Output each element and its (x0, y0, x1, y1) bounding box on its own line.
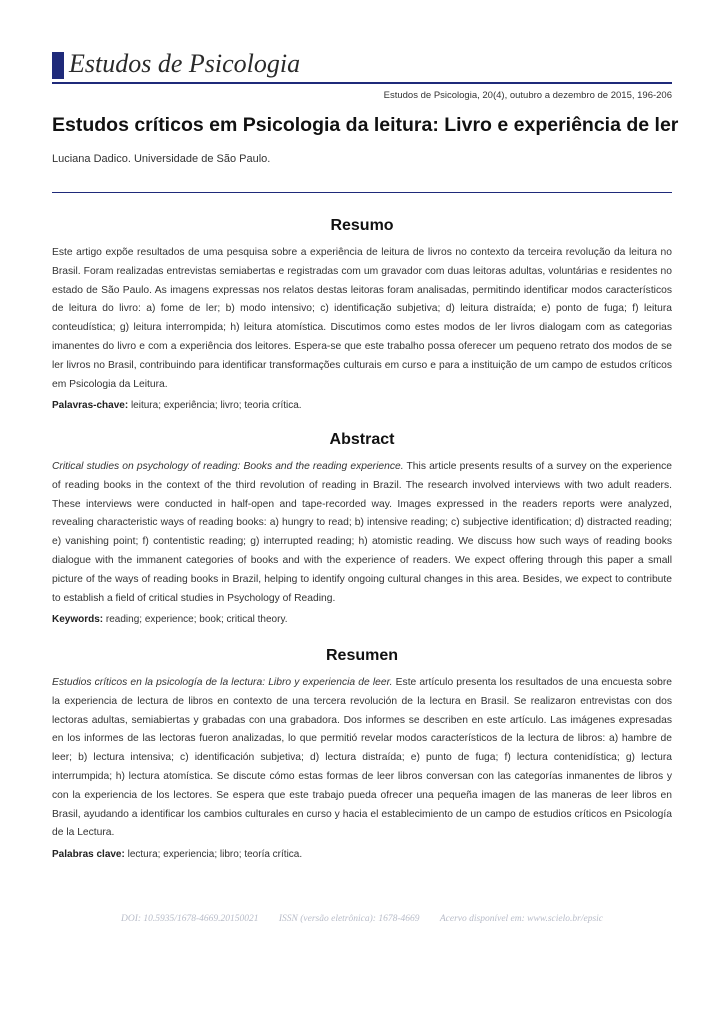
journal-name: Estudos de Psicologia (69, 49, 301, 78)
journal-logo-bar (52, 52, 64, 79)
journal-citation: Estudos de Psicologia, 20(4), outubro a dezembro de 2015, 196-206 (383, 90, 672, 101)
journal-header (52, 49, 672, 84)
footer-doi: DOI: 10.5935/1678-4669.20150021 (121, 914, 259, 924)
article-title: Estudos críticos em Psicologia da leitura: Livro e experiência de ler (52, 114, 679, 136)
resumo-keywords (52, 398, 672, 414)
resumen-keywords-label: Palabras clave: (52, 849, 125, 861)
resumen-body: Este artículo presenta los resultados de una encuesta sobre la experiencia de lectura de libros en contexto de una tercera revolución de la lectura en Brasil. Se realizaron entrevistas con dos lectoras adultas, semiabiertas y grabadas con una grabadora. Dos informes se describen en este artículo. Las imágenes expresadas en los informes de las lectoras fueron analizadas, lo que permitió revelar modos característicos de la lectura de libros: a) hambre de leer; b) lectura intensiva; c) identificación subjetiva; d) lectura distraída; e) punto de fuga; f) lectura contenidística; g) lectura interrumpida; h) lectura atomística. Se discute cómo estas formas de leer libros conversan con las categorías inmanentes de libros y con la experiencia de los lectores. Se espera que este trabajo pueda ofrecer una pequeña imagen de las maneras de leer libros en Brasil, ayudando a identificar los cambios culturales en curso y hacia el establecimiento de un campo de estudios críticos en Psicología de la Lectura. (52, 677, 672, 839)
resumo-section (52, 217, 672, 414)
abstract-section (52, 431, 672, 628)
resumen-keywords (52, 847, 672, 863)
resumo-body: Este artigo expõe resultados de uma pesquisa sobre a experiência de leitura de livros no contexto da terceira revolução da leitura no Brasil. Foram realizadas entrevistas semiabertas e registradas com um gravador com duas leitoras adultas, voluntárias e residentes no estado de São Paulo. As imagens expressas nos relatos destas leitoras foram analisadas, permitindo identificar modos característicos de leitura do livro: a) fome de ler; b) modo intensivo; c) identificação subjetiva; d) leitura distraída; e) ponto de fuga; f) leitura conteudística; g) leitura interrompida; h) leitura atomística. Discutimos como estes modos de ler livros dialogam com as categorias imanentes do livro e com a experiência dos leitores. Espera-se que este trabalho possa oferecer um pequeno retrato dos modos de se ler livros no Brasil, contribuindo para identificar transformações culturais em curso e para a instituição de um campo de estudos críticos em Psicologia da Leitura. (52, 247, 672, 390)
abstract-keywords-text: reading; experience; book; critical theory. (105, 614, 288, 626)
abstract-keywords (52, 612, 672, 628)
resumen-lead: Estudios críticos en la psicología de la lectura: Libro y experiencia de leer. (52, 677, 393, 688)
page-footer (52, 914, 672, 924)
header-divider (52, 192, 672, 193)
abstract-paragraph (52, 458, 672, 608)
abstract-heading: Abstract (329, 431, 395, 448)
article-author: Luciana Dadico. Universidade de São Paulo. (52, 153, 271, 165)
resumo-heading: Resumo (330, 217, 394, 234)
journal-header-rule (52, 82, 672, 84)
resumo-keywords-text: leitura; experiência; livro; teoria crítica. (130, 400, 302, 412)
footer-issn: ISSN (versão eletrônica): 1678-4669 (278, 914, 420, 924)
resumen-heading: Resumen (325, 647, 399, 664)
abstract-keywords-label: Keywords: (52, 614, 104, 626)
footer-access: Acervo disponível em: www.scielo.br/epsic (439, 914, 603, 924)
resumen-section (52, 647, 672, 863)
resumen-paragraph (52, 674, 672, 843)
resumen-keywords-text: lectura; experiencia; libro; teoría crítica. (127, 849, 303, 861)
abstract-body: This article presents results of a survey on the experience of reading books in the context of the third revolution of reading in Brazil. The research involved interviews with two adult readers. These interviews were conducted in half-open and tape-recorded way. Images expressed in the readers reports were analyzed, revealing characteristic ways of reading books: a) hungry to read; b) intensive reading; c) subjective identification; d) distracted reading; e) vanishing point; f) contentistic reading; g) interrupted reading; h) atomistic reading. We discuss how such ways of reading books dialogue with the immanent categories of books and with the experience of readers. We expect offering through this paper a small picture of the ways of reading books in Brazil, helping to identify ongoing cultural changes in this area. Besides, we expect to contribute to establish a field of critical studies in Psychology of Reading. (52, 461, 672, 604)
resumo-keywords-label: Palavras-chave: (52, 400, 129, 412)
abstract-lead: Critical studies on psychology of reading: Books and the reading experience. (52, 461, 404, 472)
